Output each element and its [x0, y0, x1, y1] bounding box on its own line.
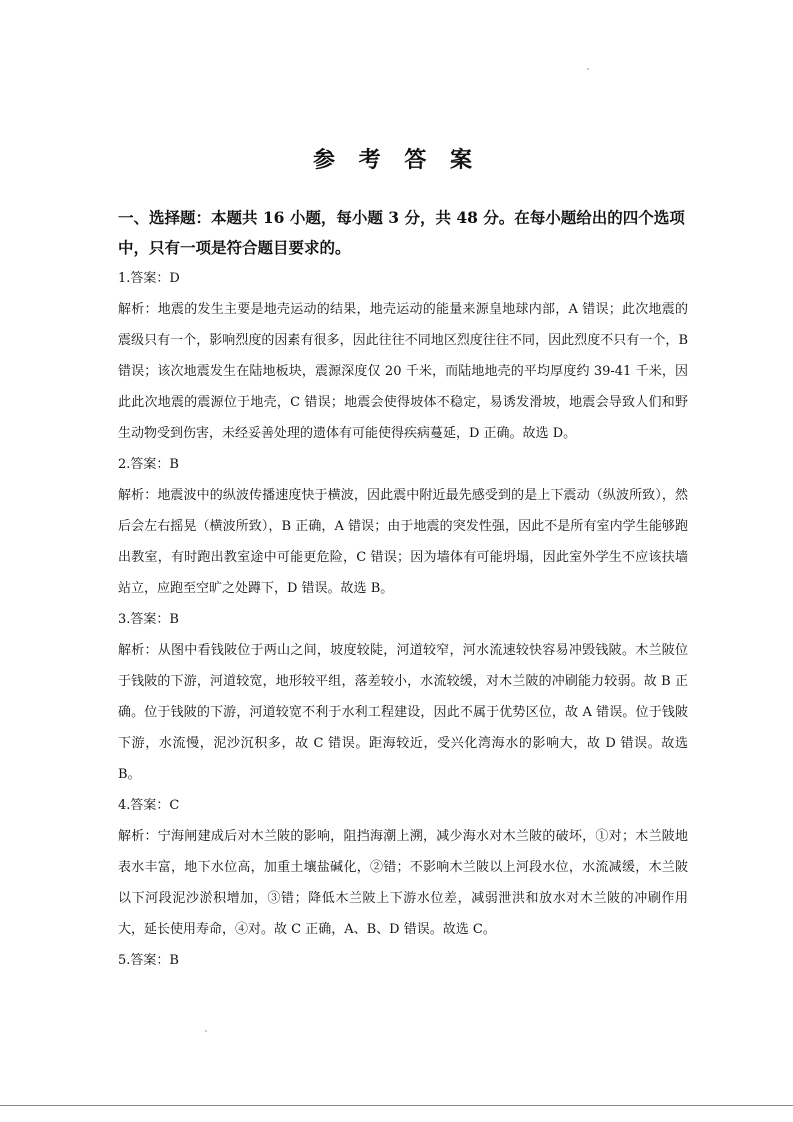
- analysis-4: 解析：宁海闸建成后对木兰陂的影响，阻挡海潮上溯，减少海水对木兰陂的破坏，①对；木兰陂地表水丰富，地下水位高，加重土壤盐碱化，②错；不影响木兰陂以上河段水位，水流减缓，木兰陂以下河段泥沙淤积增加，③错；降低木兰陂上下游水位差，减弱泄洪和放水对木兰陂的冲刷作用大，延长使用寿命，④对。故 C 正确，A、B、D 错误。故选 C。: [118, 829, 688, 937]
- answer-line-2: 2.答案：B: [118, 457, 179, 472]
- section-heading: 一、选择题：本题共 16 小题，每小题 3 分，共 48 分。在每小题给出的四个选项中，只有一项是符合题目要求的。: [118, 208, 685, 257]
- analysis-1: 解析：地震的发生主要是地壳运动的结果，地壳运动的能量来源皇地球内部，A 错误；此次地震的震级只有一个，影响烈度的因素有很多，因此往往不同地区烈度往往不同，因此烈度不只有一个，B 错误；该次地震发生在陆地板块，震源深度仅 20 千米，而陆地地壳的平均厚度约 39-41 千米，因此此次地震的震源位于地壳，C 错误；地震会使得坡体不稳定，易诱发滑坡，地震会导致人们和野生动物受到伤害，未经妥善处理的遗体有可能使得疾病蔓延，D 正确。故选 D。: [118, 302, 688, 441]
- analysis-3: 解析：从图中看钱陂位于两山之间，坡度较陡，河道较窄，河水流速较快容易冲毁钱陂。木兰陂位于钱陂的下游，河道较宽，地形较平组，落差较小，水流较缓，对木兰陂的冲刷能力较弱。故 B 正确。位于钱陂的下游，河道较宽不利于水利工程建设，因此不属于优势区位，故 A 错误。位于钱陂下游，水流慢，泥沙沉积多，故 C 错误。距海较近，受兴化湾海水的影响大，故 D 错误。故选 B。: [118, 643, 688, 782]
- answers-list: [118, 263, 688, 976]
- answer-line-3: 3.答案：B: [118, 612, 179, 627]
- answer-line-1: 1.答案：D: [118, 271, 180, 286]
- scan-speck: [587, 68, 589, 70]
- scan-speck: [205, 1030, 207, 1032]
- answer-line-4: 4.答案：C: [118, 798, 180, 813]
- page-title: 参 考 答 案: [313, 147, 480, 173]
- answer-line-5: 5.答案：B: [118, 953, 179, 968]
- analysis-2: 解析：地震波中的纵波传播速度快于横波，因此震中附近最先感受到的是上下震动（纵波所致），然后会左右摇晃（横波所致），B 正确，A 错误；由于地震的突发性强，因此不是所有室内学生能够跑出教室，有时跑出教室途中可能更危险，C 错误；因为墙体有可能坍塌，因此室外学生不应该扶墙站立，应跑至空旷之处蹲下，D 错误。故选 B。: [118, 488, 688, 596]
- page-bottom-divider: [0, 1105, 793, 1106]
